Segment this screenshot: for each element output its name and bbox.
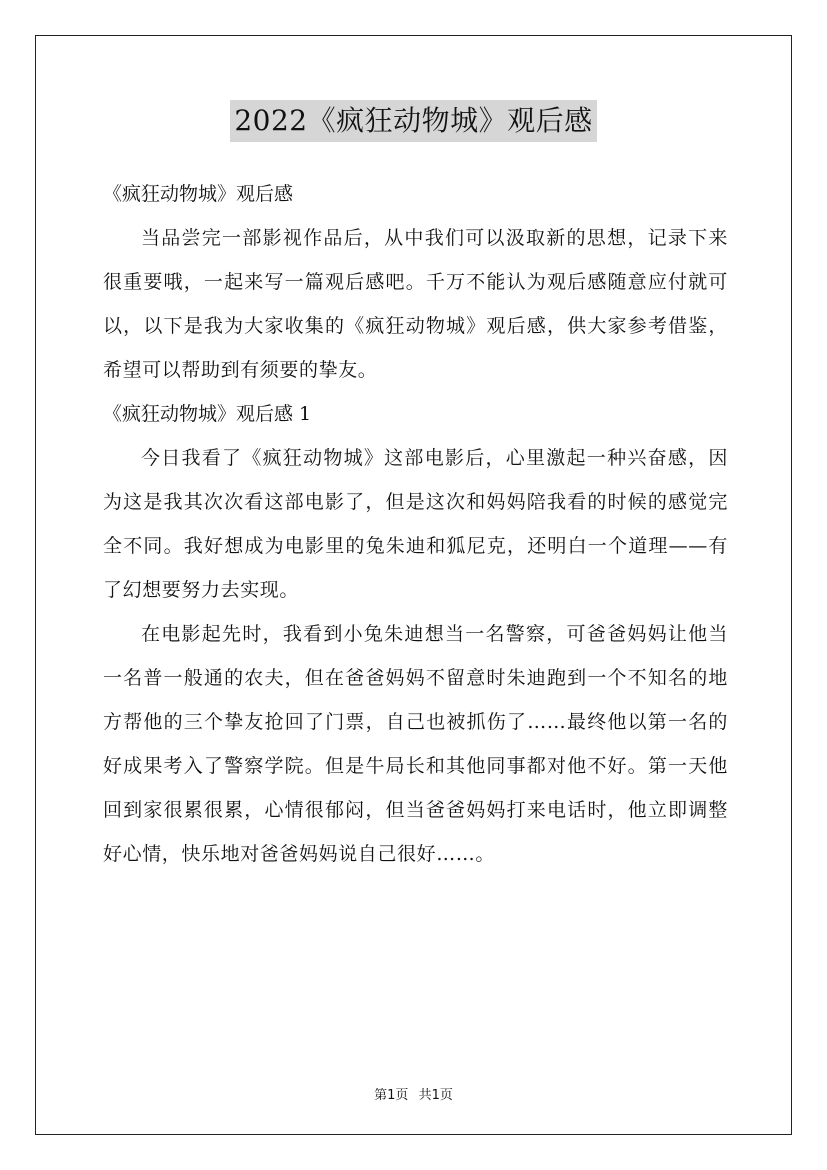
paragraph: 今日我看了《疯狂动物城》这部电影后，心里激起一种兴奋感，因为这是我其次次看这部电影了，但是这次和妈妈陪我看的时候的感觉完全不同。我好想成为电影里的兔朱迪和狐尼克，还明白一个道理——有了幻想要努力去实现。: [103, 447, 728, 601]
title-container: [0, 100, 827, 142]
page-number: 第1页: [374, 1088, 409, 1103]
page-footer: [0, 1084, 827, 1103]
page-total: 共1页: [418, 1088, 453, 1103]
document-body: [103, 172, 728, 876]
paragraph: 在电影起先时，我看到小兔朱迪想当一名警察，可爸爸妈妈让他当一名普一般通的农夫，但在爸爸妈妈不留意时朱迪跑到一个不知名的地方帮他的三个挚友抢回了门票，自己也被抓伤了……最终他以第一名的好成果考入了警察学院。但是牛局长和其他同事都对他不好。第一天他回到家很累很累，心情很郁闷，但当爸爸妈妈打来电话时，他立即调整好心情，快乐地对爸爸妈妈说自己很好……。: [103, 623, 728, 865]
document-title: 2022《疯狂动物城》观后感: [230, 100, 596, 142]
section-heading: 《疯狂动物城》观后感: [103, 183, 294, 205]
paragraph: 当品尝完一部影视作品后，从中我们可以汲取新的思想，记录下来很重要哦，一起来写一篇观后感吧。千万不能认为观后感随意应付就可以，以下是我为大家收集的《疯狂动物城》观后感，供大家参考借鉴，希望可以帮助到有须要的挚友。: [103, 227, 728, 381]
section-heading: 《疯狂动物城》观后感 1: [103, 403, 312, 425]
